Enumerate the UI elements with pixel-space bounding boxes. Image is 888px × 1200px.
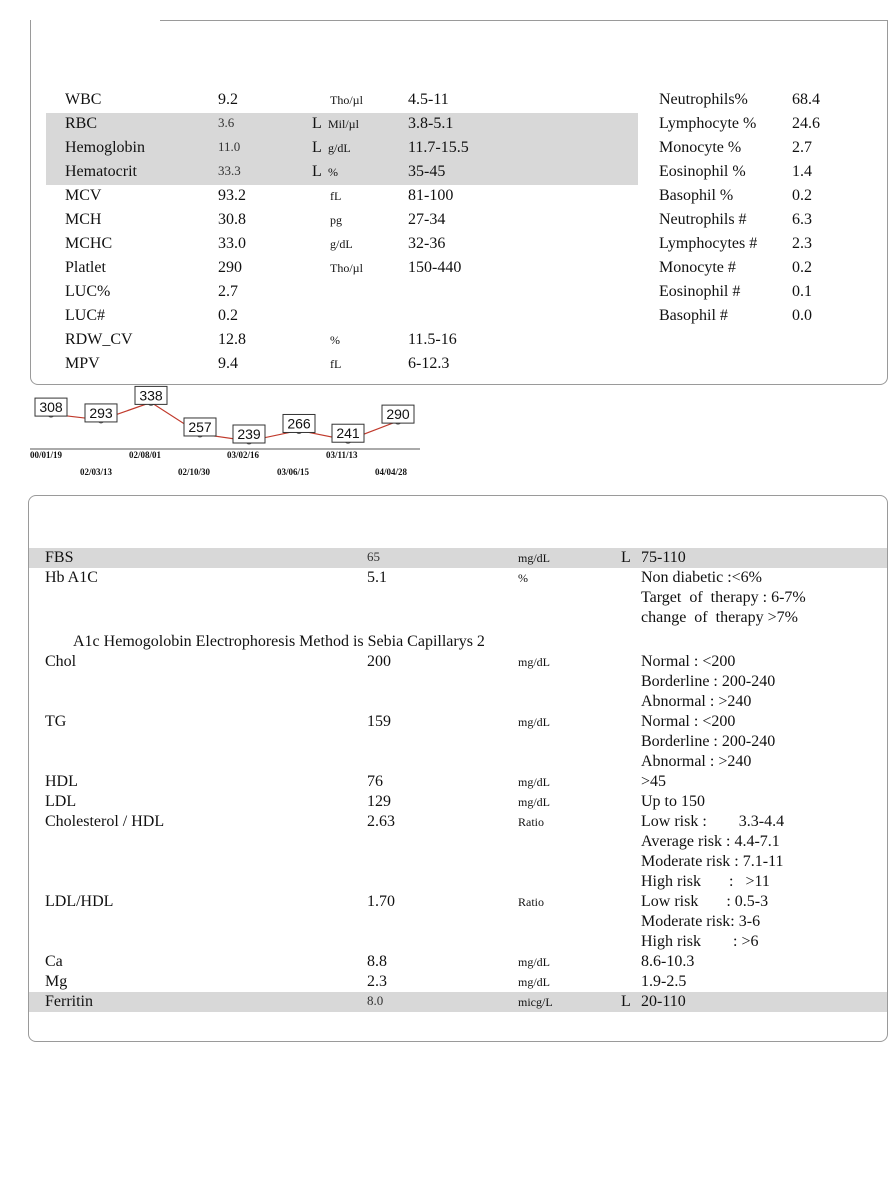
bio-normal-range-line: >45 [641,773,667,790]
hema-result-value: 9.2 [218,91,238,108]
bio-result-value: 65 [367,549,380,564]
wbc-diff-result: 0.0 [792,307,812,324]
bio-normal-range-line: High risk : >6 [641,933,759,950]
method-note: A1c Hemogolobin Electrophoresis Method is Sebia Capillarys 2 [73,633,485,650]
bio-normal-range-line: Non diabetic :<6% [641,569,762,586]
bio-normal-range-line: 75-110 [641,549,686,566]
wbc-diff-test-name: Eosinophil % [659,163,746,180]
wbc-diff-result: 0.1 [792,283,812,300]
bio-normal-range-line: Normal : <200 [641,713,736,730]
hema-unit: g/dL [328,141,351,155]
bio-test-name: LDL/HDL [45,893,114,910]
bio-test-name: LDL [45,793,77,810]
hema-normal-range: 11.7-15.5 [408,139,469,156]
bio-normal-range-line: Abnormal : >240 [641,693,752,710]
hema-test-name: MCHC [65,235,113,252]
bio-normal-range-line: Up to 150 [641,793,705,810]
bio-test-name: Ferritin [45,993,93,1010]
bio-test-name: Cholesterol / HDL [45,813,165,830]
hema-test-name: RBC [65,115,98,132]
bio-test-name: FBS [45,549,74,566]
bio-normal-range-line: Normal : <200 [641,653,736,670]
hema-result-value: 11.0 [218,139,241,154]
platlet-value-label: 308 [39,399,63,416]
hema-result-value: 290 [218,259,242,276]
bio-result-value: 5.1 [367,569,387,586]
bio-unit: mg/dL [518,715,550,729]
bio-test-name: HDL [45,773,78,790]
platlet-value-label: 338 [139,387,163,404]
bio-unit: Ratio [518,815,544,829]
wbc-diff-result: 0.2 [792,187,812,204]
bio-test-name: Hb A1C [45,569,98,586]
bio-normal-range-line: 8.6-10.3 [641,953,695,970]
bio-normal-range-line: High risk : >11 [641,873,770,890]
hema-normal-range: 11.5-16 [408,331,457,348]
platlet-value-label: 293 [89,404,113,421]
hema-result-value: 12.8 [218,331,246,348]
bio-normal-range-line: Borderline : 200-240 [641,733,776,750]
hema-normal-range: 6-12.3 [408,355,450,372]
hema-result-value: 93.2 [218,187,246,204]
bio-test-name: TG [45,713,67,730]
hema-result-value: 2.7 [218,283,238,300]
hema-unit: Tho/µl [330,261,363,275]
platlet-value-label: 241 [336,425,360,442]
chart-date-label: 02/03/13 [80,467,113,477]
hema-result-value: 33.3 [218,163,241,178]
hema-normal-range: 81-100 [408,187,454,204]
wbc-diff-result: 2.7 [792,139,812,156]
bio-normal-range-line: Low risk : 3.3-4.4 [641,813,785,830]
chart-date-label: 02/10/30 [178,467,211,477]
platlet-trend-chart [0,387,430,482]
wbc-diff-result: 1.4 [792,163,812,180]
bio-unit: mg/dL [518,975,550,989]
platlet-value-label: 290 [386,406,410,423]
wbc-diff-test-name: Eosinophil # [659,283,741,300]
hema-unit: Tho/µl [330,93,363,107]
hema-normal-range: 27-34 [408,211,446,228]
wbc-diff-test-name: Monocyte % [659,139,742,156]
hema-test-name: Hemoglobin [65,139,145,156]
wbc-diff-test-name: Basophil % [659,187,734,204]
wbc-diff-test-name: Monocyte # [659,259,736,276]
bio-unit: mg/dL [518,655,550,669]
bio-result-value: 8.8 [367,953,387,970]
bio-unit: micg/L [518,995,553,1009]
hema-result-value: 9.4 [218,355,238,372]
bio-normal-range-line: Abnormal : >240 [641,753,752,770]
bio-normal-range-line: Borderline : 200-240 [641,673,776,690]
hema-test-name: LUC# [65,307,105,324]
bio-normal-range-line: Target of therapy : 6-7% [641,589,806,606]
hema-normal-range: 35-45 [408,163,446,180]
bio-normal-range-line: 20-110 [641,993,686,1010]
bio-test-name: Ca [45,953,63,970]
wbc-diff-test-name: Neutrophils # [659,211,747,228]
hematology-panel [30,20,888,385]
bio-normal-range-line: Average risk : 4.4-7.1 [641,833,780,850]
bio-normal-range-line: 1.9-2.5 [641,973,687,990]
hema-test-name: WBC [65,91,102,108]
bio-unit: mg/dL [518,955,550,969]
bio-unit: mg/dL [518,775,550,789]
bio-normal-range-line: Moderate risk: 3-6 [641,913,761,930]
chart-date-label: 00/01/19 [30,450,63,460]
hema-result-value: 30.8 [218,211,246,228]
hema-test-name: MCV [65,187,102,204]
wbc-diff-test-name: Neutrophils% [659,91,748,108]
bio-result-value: 8.0 [367,993,384,1008]
bio-unit: % [518,571,528,585]
wbc-diff-result: 0.2 [792,259,812,276]
bio-result-value: 2.3 [367,973,387,990]
hema-unit: fL [330,357,342,371]
hema-result-value: 0.2 [218,307,238,324]
bio-normal-range-line: change of therapy >7% [641,609,798,626]
wbc-diff-result: 2.3 [792,235,812,252]
bio-unit: mg/dL [518,795,550,809]
bio-result-value: 159 [367,713,391,730]
wbc-diff-result: 6.3 [792,211,812,228]
hema-normal-range: 32-36 [408,235,446,252]
chart-date-label: 03/11/13 [326,450,358,460]
hema-test-name: MPV [65,355,100,372]
hema-test-name: Platlet [65,259,106,276]
hema-test-name: LUC% [65,283,111,300]
chart-date-label: 03/06/15 [277,467,310,477]
bio-result-value: 1.70 [367,893,395,910]
bio-test-name: Mg [45,973,68,990]
hema-unit: % [328,165,338,179]
bio-unit: mg/dL [518,551,550,565]
wbc-diff-test-name: Lymphocytes # [659,235,758,252]
bio-result-value: 200 [367,653,391,670]
hema-result-value: 3.6 [218,115,235,130]
chart-date-label: 04/04/28 [375,467,408,477]
bio-unit: Ratio [518,895,544,909]
hema-result-value: 33.0 [218,235,246,252]
bio-normal-range-line: Low risk : 0.5-3 [641,893,769,910]
shaded-row-bg [29,548,887,568]
hema-unit: % [330,333,340,347]
shaded-row-bg [29,992,887,1012]
chart-date-label: 03/02/16 [227,450,260,460]
low-flag: L [312,115,322,132]
wbc-diff-result: 24.6 [792,115,820,132]
hema-test-name: Hematocrit [65,163,137,180]
hema-test-name: RDW_CV [65,331,133,348]
bio-test-name: Chol [45,653,77,670]
platlet-value-label: 266 [287,415,311,432]
hema-test-name: MCH [65,211,102,228]
hema-unit: fL [330,189,342,203]
hema-normal-range: 3.8-5.1 [408,115,454,132]
bio-result-value: 129 [367,793,391,810]
platlet-value-label: 239 [237,426,261,442]
low-flag: L [312,163,322,180]
chart-date-label: 02/08/01 [129,450,162,460]
wbc-diff-result: 68.4 [792,91,820,108]
wbc-diff-test-name: Lymphocyte % [659,115,757,132]
risk-flag: L [621,549,631,566]
hema-unit: Mil/µl [328,117,359,131]
hema-normal-range: 150-440 [408,259,462,276]
low-flag: L [312,139,322,156]
hema-unit: pg [330,213,342,227]
platlet-value-label: 257 [188,418,212,435]
wbc-diff-test-name: Basophil # [659,307,728,324]
risk-flag: L [621,993,631,1010]
hema-normal-range: 4.5-11 [408,91,449,108]
hema-unit: g/dL [330,237,353,251]
bio-result-value: 2.63 [367,813,395,830]
bio-normal-range-line: Moderate risk : 7.1-11 [641,853,784,870]
bio-result-value: 76 [367,773,383,790]
